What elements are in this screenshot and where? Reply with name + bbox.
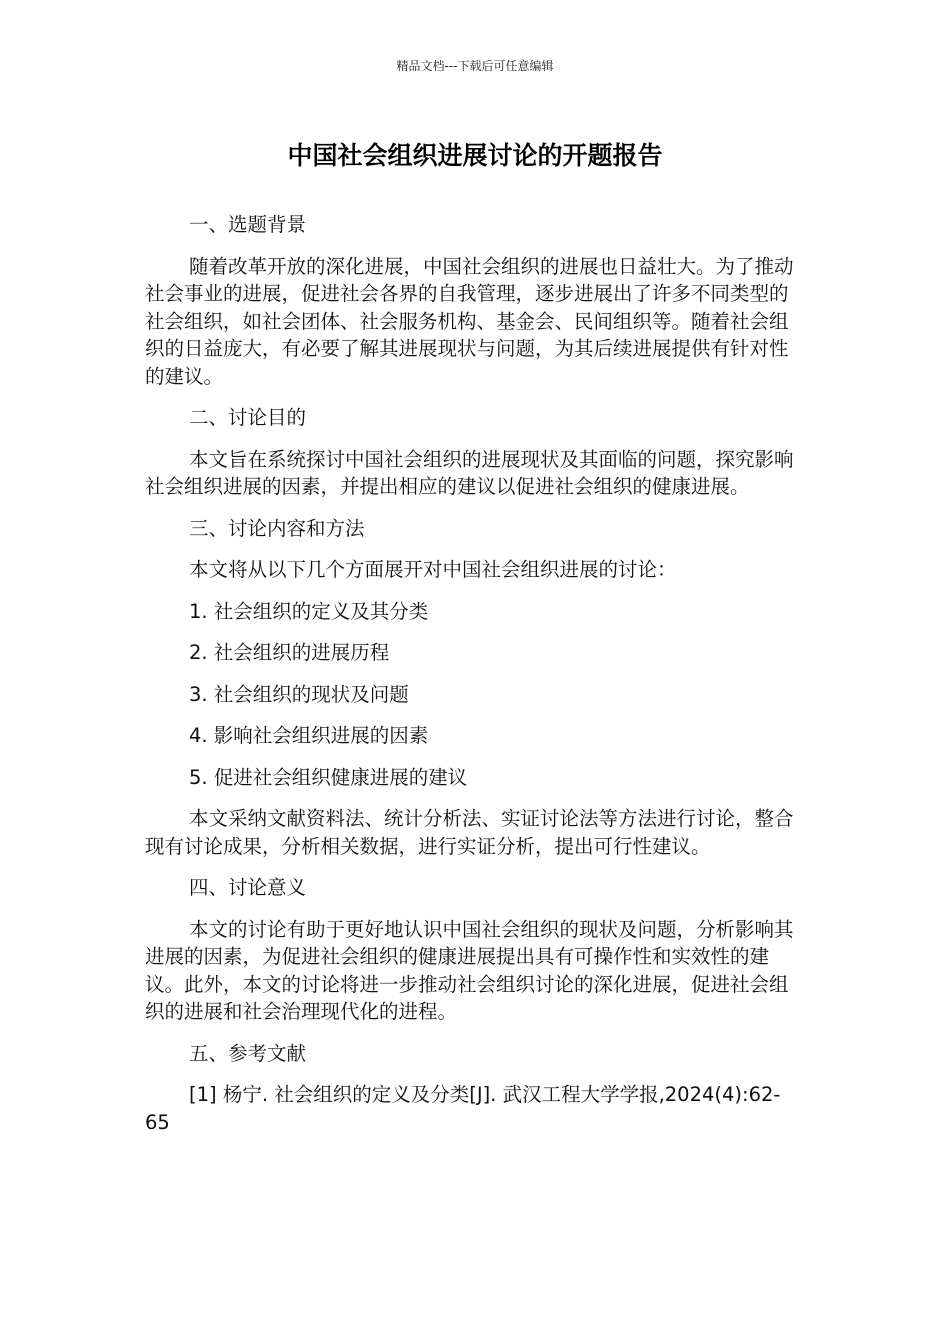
- document-body: [145, 211, 805, 1150]
- section-heading-purpose: 二、讨论目的: [189, 406, 307, 429]
- section-heading-content-method: 三、讨论内容和方法: [189, 516, 365, 540]
- list-item: 2. 社会组织的进展历程: [189, 641, 390, 664]
- document-title: 中国社会组织进展讨论的开题报告: [287, 141, 663, 170]
- list-item: 4. 影响社会组织进展的因素: [189, 724, 429, 747]
- section-heading-significance: 四、讨论意义: [189, 876, 307, 899]
- list-item: 3. 社会组织的现状及问题: [189, 682, 409, 706]
- paragraph-content-intro: 本文将从以下几个方面展开对中国社会组织进展的讨论：: [189, 558, 677, 581]
- list-item: 5. 促进社会组织健康进展的建议: [189, 765, 468, 789]
- paragraph-purpose: 本文旨在系统探讨中国社会组织的进展现状及其面临的问题，探究影响社会组织进展的因素，并提出相应的建议以促进社会组织的健康进展。: [145, 447, 794, 498]
- section-heading-references: 五、参考文献: [189, 1041, 307, 1065]
- paragraph-significance: 本文的讨论有助于更好地认识中国社会组织的现状及问题，分析影响其进展的因素，为促进社会组织的健康进展提出具有可操作性和实效性的建议。此外，本文的讨论将进一步推动社会组织讨论的深化进展，促进社会组织的进展和社会治理现代化的进程。: [145, 917, 794, 1023]
- reference-item: [1] 杨宁. 社会组织的定义及分类[J]. 武汉工程大学学报,2024(4):62-65: [145, 1083, 781, 1134]
- header-note: 精品文档---下载后可任意编辑: [396, 59, 554, 73]
- list-item: 1. 社会组织的定义及其分类: [189, 599, 429, 623]
- paragraph-method: 本文采纳文献资料法、统计分析法、实证讨论法等方法进行讨论，整合现有讨论成果，分析相关数据，进行实证分析，提出可行性建议。: [145, 807, 794, 858]
- paragraph-background: 随着改革开放的深化进展，中国社会组织的进展也日益壮大。为了推动社会事业的进展，促进社会各界的自我管理，逐步进展出了许多不同类型的社会组织，如社会团体、社会服务机构、基金会、民间组织等。随着社会组织的日益庞大，有必要了解其进展现状与问题，为其后续进展提供有针对性的建议。: [145, 254, 794, 388]
- section-heading-background: 一、选题背景: [189, 213, 307, 236]
